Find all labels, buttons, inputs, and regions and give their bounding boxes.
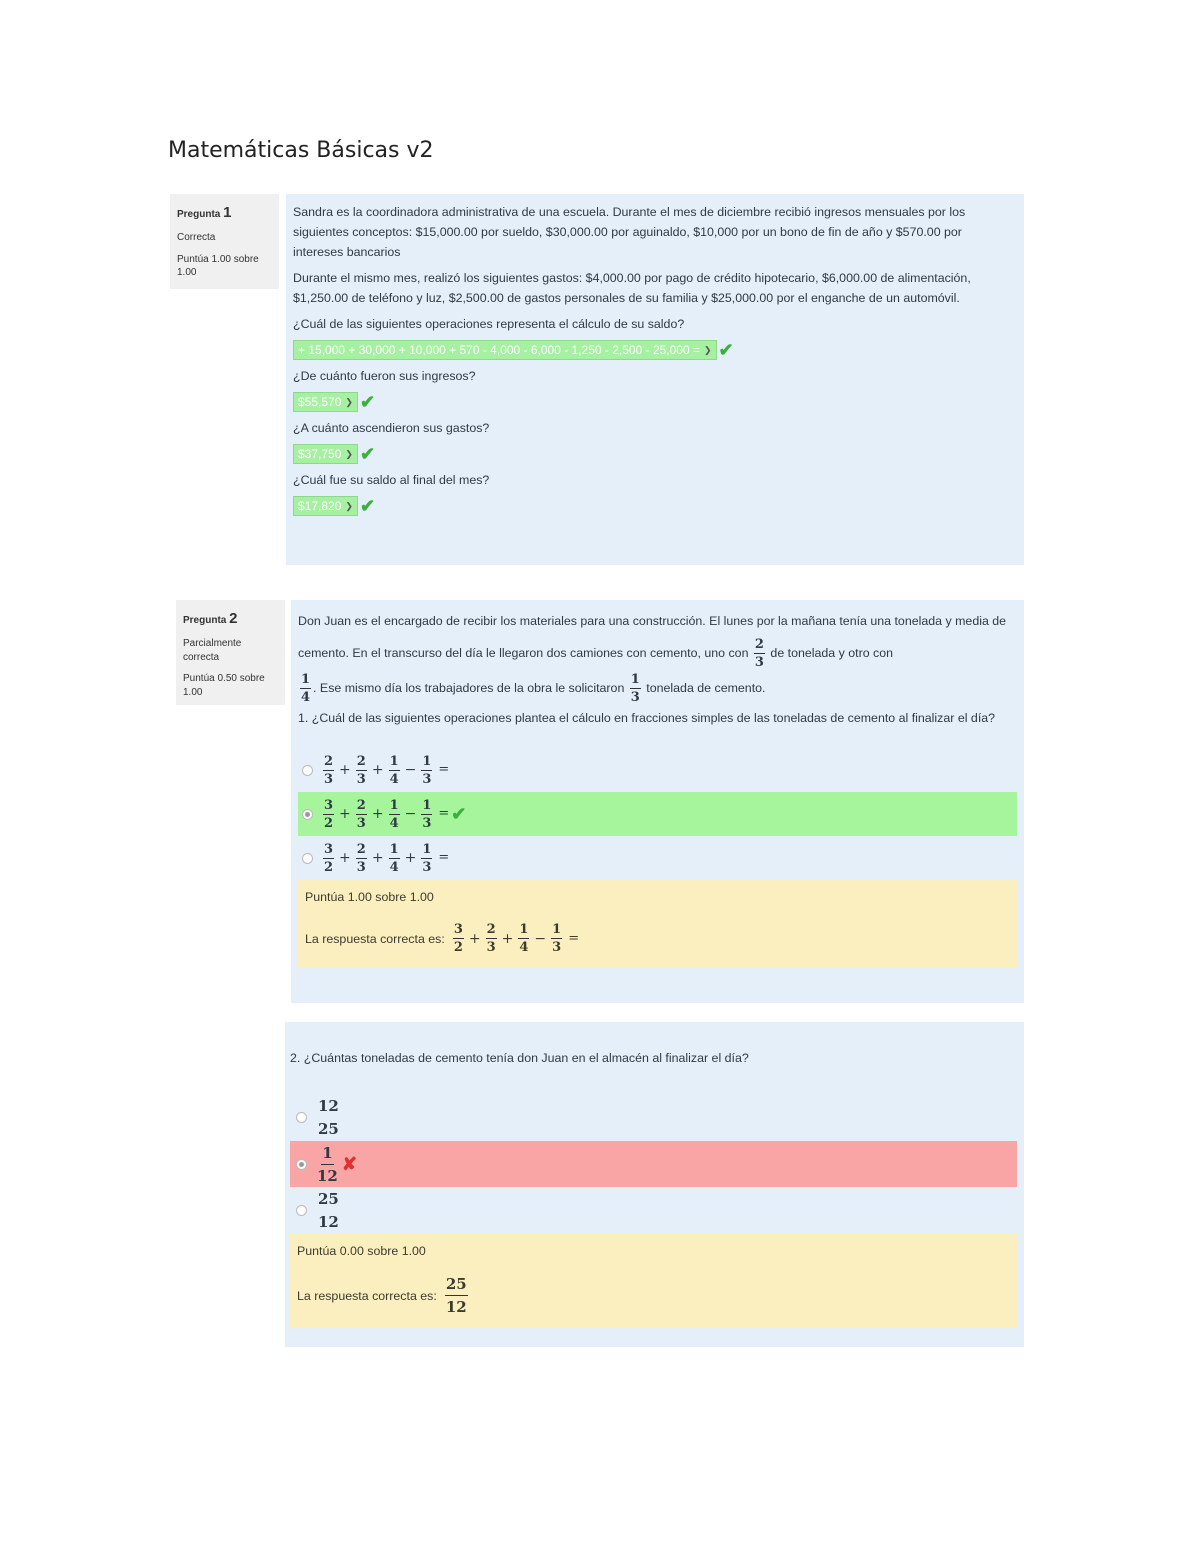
fraction: $\frac{2}{3}$ [754,637,764,670]
fraction: $\frac{1}{4}$ [389,797,399,831]
q2-sub2-grade: Puntúa 0.00 sobre 1.00 [297,1244,426,1258]
check-icon: ✔ [359,444,376,464]
radio-button[interactable] [296,1205,307,1216]
document-title: Matemáticas Básicas v2 [168,138,434,163]
fraction: 25 12 [318,1190,339,1231]
q2-state: Parcialmente correcta [183,638,242,663]
q1-sub2-select[interactable] [293,392,358,412]
radio-button[interactable] [302,853,313,864]
q2-sub1-option-2[interactable]: $\frac{3}{2}$ + $\frac{2}{3}$ + $\frac{1}{4}$ − $\frac{1}{3}$ = ✔ [298,792,1017,836]
q1-sub2-selected-value: $55,570 [298,395,342,409]
chevron-down-icon: ❯ [345,501,353,511]
fraction: $\frac{1}{4}$ [389,841,399,875]
fraction: $\frac{1}{3}$ [422,797,432,831]
q2-text-d: tonelada de cemento. [646,680,766,695]
q2-sub1-option-3[interactable]: $\frac{3}{2}$ + $\frac{2}{3}$ + $\frac{1}{4}$ + $\frac{1}{3}$ = [298,836,1017,880]
fraction: $\frac{1}{4}$ [519,922,529,955]
q2-grade: Puntúa 0.50 sobre 1.00 [183,673,265,698]
q1-sub3-question: ¿A cuánto ascendieron sus gastos? [293,421,490,435]
q2-content-part1 [291,600,1024,1003]
fraction: $\frac{3}{2}$ [453,922,463,955]
q2-sub1-correct-answer: La respuesta correcta es: $\frac{3}{2}$ + $\frac{2}{3}$ + $\frac{1}{4}$ − $\frac{1}{3}$ = [305,922,580,955]
q1-number [177,203,272,223]
q1-info-box [170,194,279,289]
q2-statement [298,606,1017,706]
q2-text-a: Don Juan es el encargado de recibir los materiales para una construcción. El lunes por la mañana tenía una tonelada y media de cemento. En el transcurso del día le llegaron dos camiones con cemento, uno con [298,614,1007,660]
q1-sub2-question: ¿De cuánto fueron sus ingresos? [293,369,476,383]
chevron-down-icon: ❯ [345,397,353,407]
q1-sub4-select[interactable] [293,496,358,516]
q1-sub1-select[interactable] [293,340,717,360]
fraction: $\frac{1}{3}$ [630,672,640,705]
q2-text-c: . Ese mismo día los trabajadores de la obra le solicitaron [313,680,625,695]
chevron-down-icon: ❯ [703,345,712,355]
q2-number-value: 2 [229,610,238,627]
q1-sub1-selected-value: + 15,000 + 30,000 + 10,000 + 570 - 4,000 - 6,000 - 1,250 - 2,500 - 25,000 = [298,343,700,357]
fraction: $\frac{3}{2}$ [324,797,334,831]
q2-sub2-correct-answer [297,1273,1010,1318]
q1-grade: Puntúa 1.00 sobre 1.00 [177,253,259,279]
check-icon: ✔ [359,496,376,516]
q2-sub1-grade: Puntúa 1.00 sobre 1.00 [305,890,434,904]
check-icon: ✔ [359,392,376,412]
q1-label: Pregunta [177,209,221,220]
fraction: $\frac{1}{4}$ [389,753,399,787]
radio-button[interactable] [296,1159,307,1170]
fraction: $\frac{25}{12}$ [445,1275,467,1316]
q2-sub2-feedback [290,1234,1017,1328]
q2-sub1-question: 1. ¿Cuál de las siguientes operaciones plantea el cálculo en fracciones simples de las toneladas de cemento al finalizar el día? [298,711,996,725]
fraction: $\frac{2}{3}$ [356,753,366,787]
q1-sub1-question: ¿Cuál de las siguientes operaciones representa el cálculo de su saldo? [293,317,685,331]
fraction: $\frac{1}{12}$ [317,1143,338,1185]
fraction: $\frac{3}{2}$ [324,841,334,875]
correct-answer-label: La respuesta correcta es: [305,931,445,946]
radio-button[interactable] [302,809,313,820]
fraction: $\frac{1}{3}$ [422,753,432,787]
q2-sub2-option-1[interactable] [290,1094,1017,1141]
q2-sub1-option-1[interactable]: $\frac{2}{3}$ + $\frac{2}{3}$ + $\frac{1}{4}$ − $\frac{1}{3}$ = [298,748,1017,792]
radio-button[interactable] [296,1112,307,1123]
q2-label: Pregunta [183,615,227,626]
q2-sub2-option-3[interactable] [290,1187,1017,1234]
q2-sub2-question: 2. ¿Cuántas toneladas de cemento tenía don Juan en el almacén al finalizar el día? [290,1051,749,1065]
q1-sub3-select[interactable] [293,444,358,464]
q1-sub4-question: ¿Cuál fue su saldo al final del mes? [293,473,490,487]
q2-number [183,609,278,629]
check-icon: ✔ [718,340,734,360]
radio-button[interactable] [302,765,313,776]
q1-sub3-selected-value: $37,750 [298,447,342,461]
chevron-down-icon: ❯ [345,449,353,459]
fraction: $\frac{1}{3}$ [422,841,432,875]
fraction: $\frac{2}{3}$ [324,753,334,787]
q2-content-part2 [285,1022,1024,1347]
fraction: $\frac{1}{4}$ [301,672,311,705]
q1-paragraph-2: Durante el mismo mes, realizó los siguientes gastos: $4,000.00 por pago de crédito hipotecario, $6,000.00 de alimentación, $1,250.00 de teléfono y luz, $2,500.00 de gastos personales de su familia y $25,000.00 por el enganche de un automóvil. [293,271,971,305]
q2-sub1-feedback [298,880,1017,968]
fraction: $\frac{2}{3}$ [486,922,496,955]
q2-sub2-option-2[interactable] [290,1141,1017,1187]
correct-answer-label: La respuesta correcta es: [297,1288,437,1303]
q1-paragraph-1: Sandra es la coordinadora administrativa de una escuela. Durante el mes de diciembre recibió ingresos mensuales por los siguientes conceptos: $15,000.00 por sueldo, $30,000.00 por aguinaldo, $10,000 por un bono de fin de año y $570.00 por intereses bancarios [293,205,966,259]
fraction: 12 25 [318,1097,339,1138]
fraction: $\frac{1}{3}$ [552,922,562,955]
q1-content [286,194,1024,565]
q2-info-box [176,600,285,705]
cross-icon: ✘ [341,1154,357,1174]
fraction: $\frac{2}{3}$ [356,841,366,875]
q1-sub4-selected-value: $17,820 [298,499,342,513]
q1-state: Correcta [177,232,216,244]
q1-number-value: 1 [223,204,232,221]
q2-text-b: de tonelada y otro con [770,645,894,660]
check-icon: ✔ [451,804,467,824]
fraction: $\frac{2}{3}$ [356,797,366,831]
